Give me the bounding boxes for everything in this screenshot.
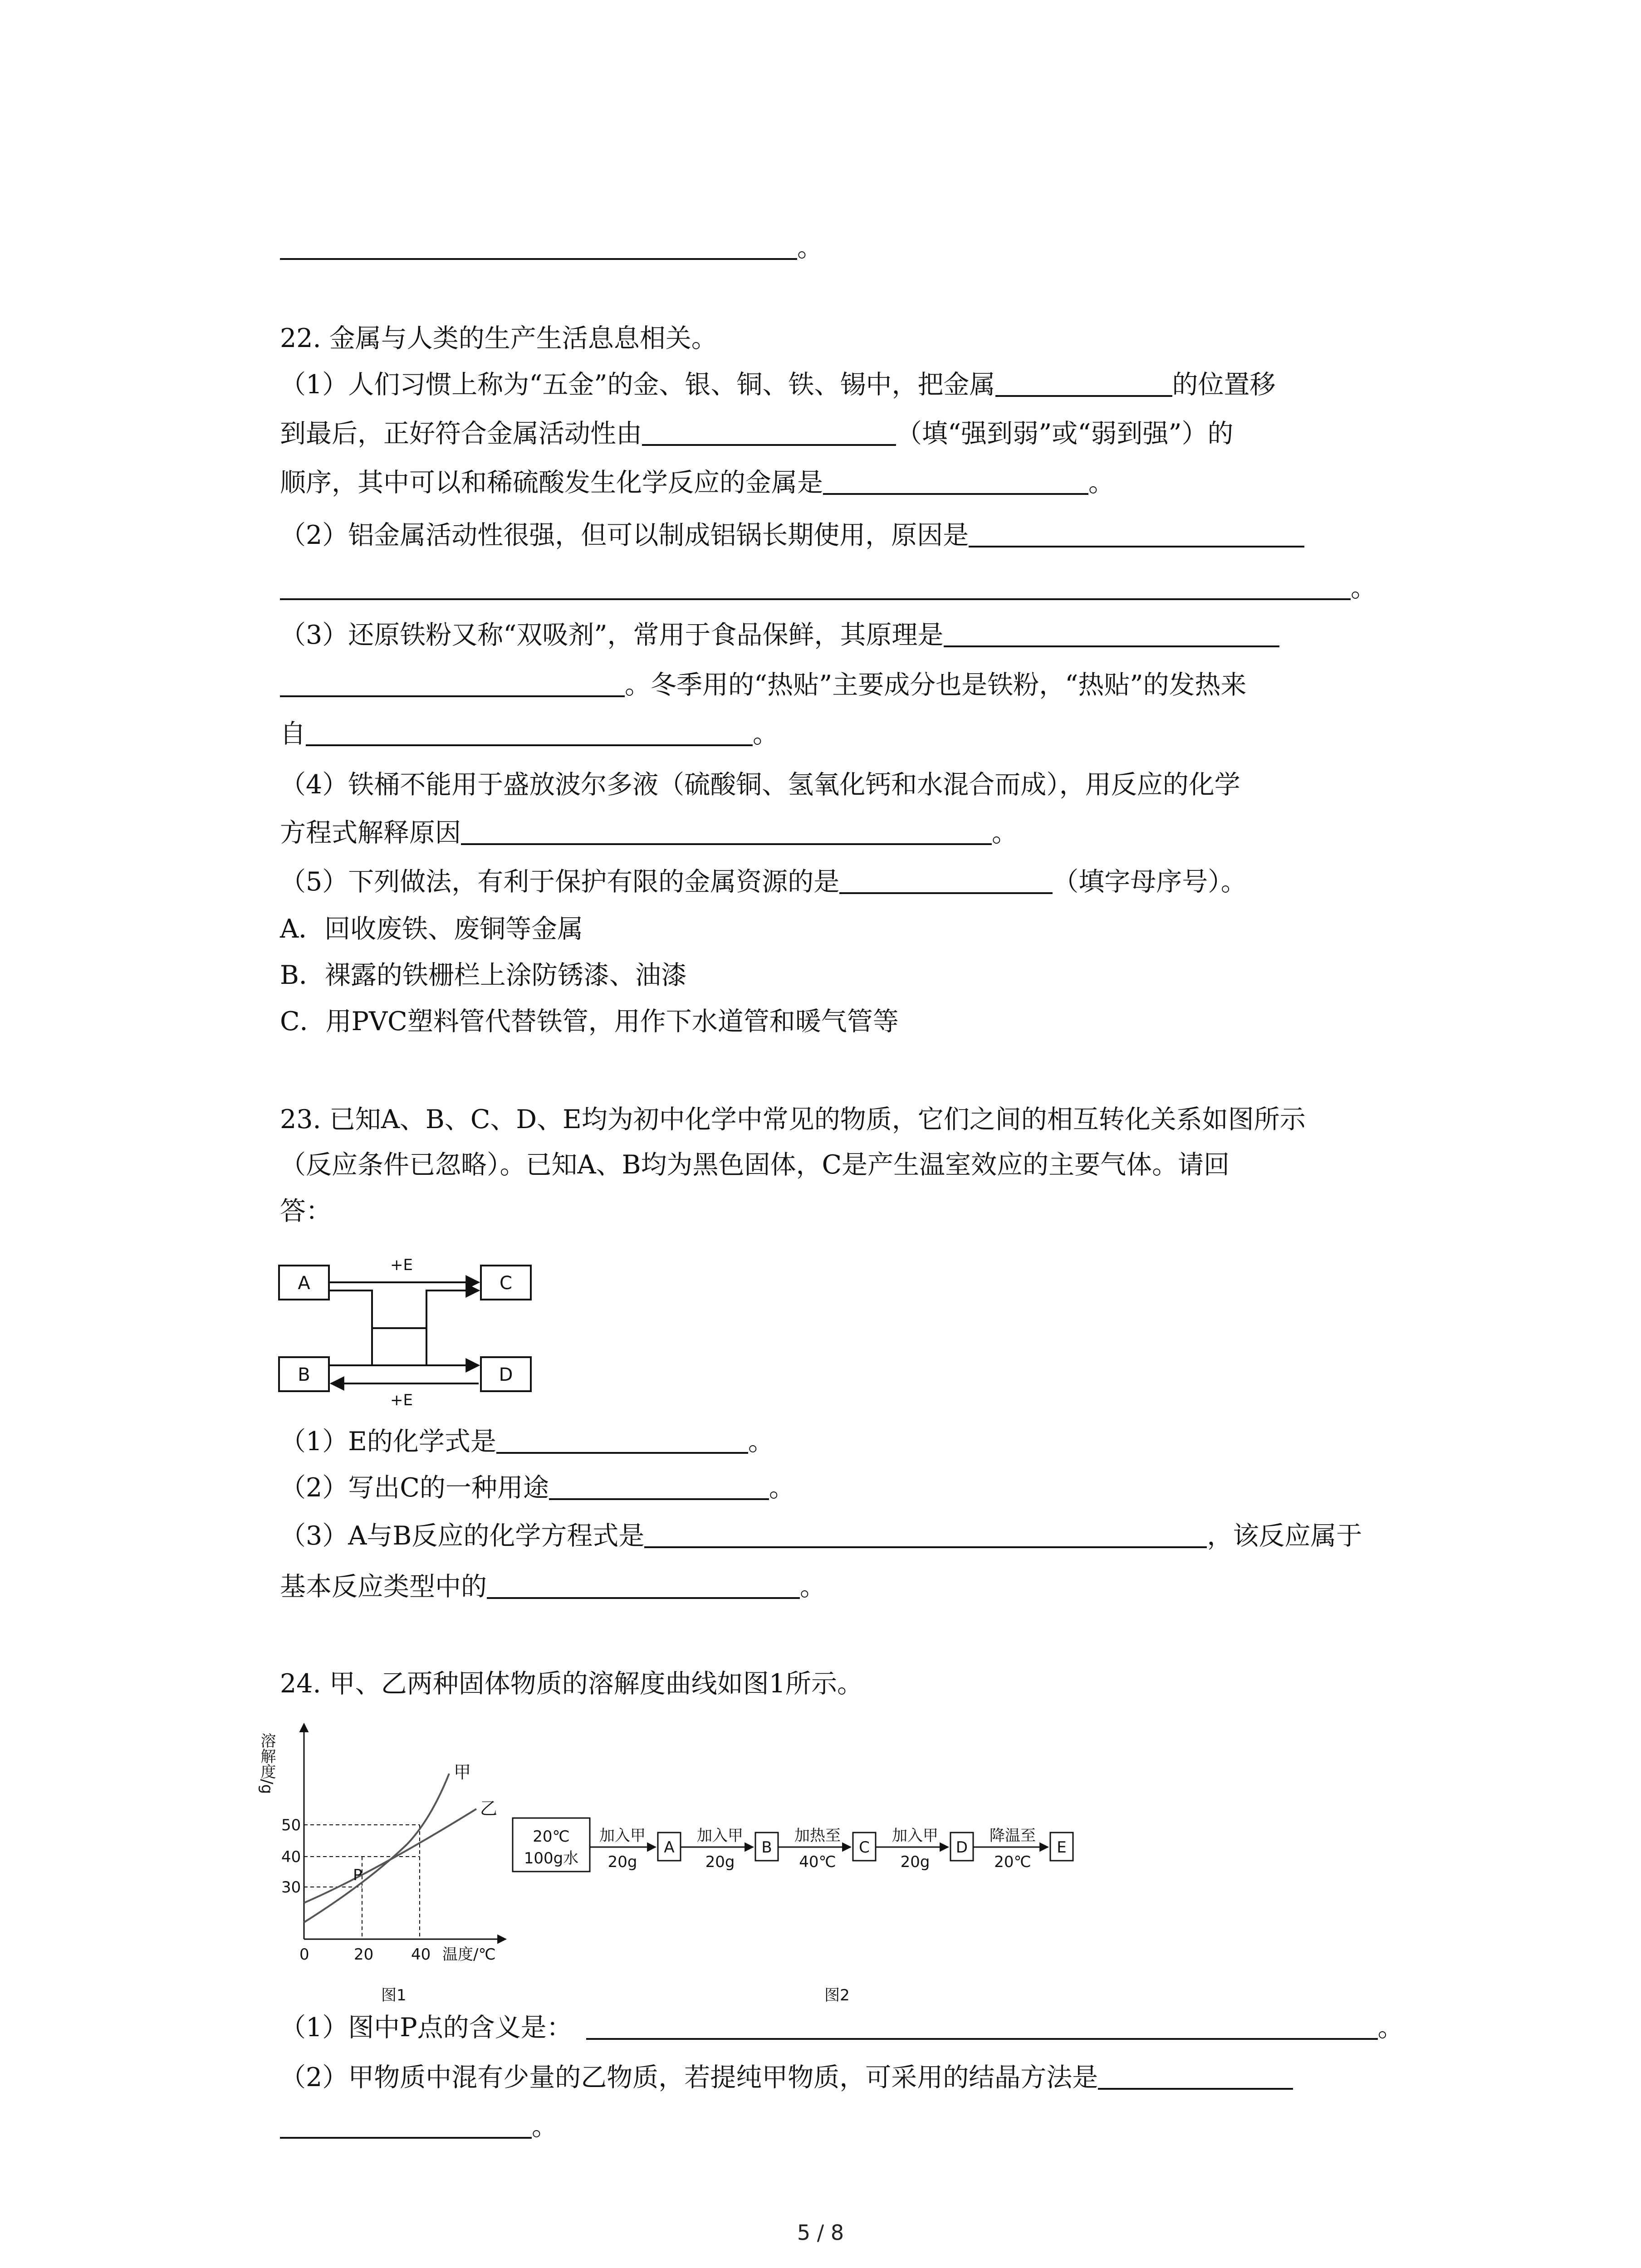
q24-figure2-process-flow bbox=[508, 1805, 1143, 2005]
fig1-label-jia: 甲 bbox=[454, 1762, 471, 1782]
q23-p2-blank[interactable] bbox=[549, 1470, 769, 1500]
q22-p3-line1: （3）还原铁粉又称“双吸剂”，常用于食品保鲜，其原理是 bbox=[280, 617, 1279, 653]
q24-p2-line2: 。 bbox=[280, 2108, 558, 2145]
q22-p3-line3: 自 。 bbox=[280, 716, 779, 752]
fig1-ytick-50: 50 bbox=[281, 1816, 301, 1834]
q22-p1-line2: 到最后，正好符合金属活动性由 （填“强到弱”或“弱到强”）的 bbox=[280, 415, 1234, 452]
fig1-xtick-20: 20 bbox=[354, 1945, 374, 1964]
q22-p4-blank[interactable] bbox=[461, 815, 992, 845]
q22-p5-line: （5）下列做法，有利于保护有限的金属资源的是 （填字母序号）。 bbox=[280, 864, 1247, 900]
q22-option-b: B．裸露的铁栅栏上涂防锈漆、油漆 bbox=[280, 960, 687, 990]
q23-stem-line2: （反应条件已忽略）。已知A、B均为黑色固体，C是产生温室效应的主要气体。请回 bbox=[280, 1150, 1230, 1180]
fig2-box-d-label: D bbox=[955, 1838, 968, 1857]
diagram-label-a: A bbox=[298, 1273, 310, 1294]
q23-p3-line1: （3）A与B反应的化学方程式是 ，该反应属于 bbox=[280, 1518, 1362, 1554]
fig1-label-yi: 乙 bbox=[480, 1799, 498, 1818]
q23-p3-blank1[interactable] bbox=[644, 1518, 1207, 1548]
fig2-step5-bottom: 20℃ bbox=[994, 1853, 1031, 1871]
fig1-ytick-30: 30 bbox=[281, 1878, 301, 1897]
fig2-step2-bottom: 20g bbox=[705, 1853, 735, 1871]
fig2-box-a-label: A bbox=[664, 1838, 675, 1857]
q22-p2-line2: 。 bbox=[280, 570, 1376, 606]
q22-p3-blank2[interactable] bbox=[280, 667, 625, 697]
q22-p1-line3: 顺序，其中可以和稀硫酸发生化学反应的金属是 。 bbox=[280, 464, 1114, 501]
fig2-box-c-label: C bbox=[859, 1838, 870, 1857]
q24-p2-line1: （2）甲物质中混有少量的乙物质，若提纯甲物质，可采用的结晶方法是 bbox=[280, 2059, 1293, 2096]
q22-p2-line1: （2）铝金属活动性很强，但可以制成铝锅长期使用，原因是 bbox=[280, 517, 1304, 553]
q22-p1-line1: （1）人们习惯上称为“五金”的金、银、铜、铁、锡中，把金属 的位置移 bbox=[280, 367, 1276, 403]
fig1-xtick-0: 0 bbox=[299, 1945, 309, 1964]
diagram-label-d: D bbox=[499, 1364, 513, 1385]
page-number: 5 / 8 bbox=[797, 2220, 844, 2245]
fig1-ytick-40: 40 bbox=[281, 1848, 301, 1866]
q22-stem: 22. 金属与人类的生产生活息息相关。 bbox=[280, 323, 717, 353]
q22-option-c: C．用PVC塑料管代替铁管，用作下水道管和暖气管等 bbox=[280, 1007, 899, 1036]
q22-p3-blank3[interactable] bbox=[306, 716, 753, 746]
fig1-xlabel: 温度/℃ bbox=[442, 1945, 496, 1964]
q24-p2-blank1[interactable] bbox=[1098, 2060, 1293, 2090]
fig1-curve-yi bbox=[304, 1809, 476, 1903]
diagram-label-b: B bbox=[298, 1364, 310, 1385]
fig2-step1-bottom: 20g bbox=[607, 1853, 637, 1871]
q23-stem-line3: 答： bbox=[280, 1196, 332, 1226]
q22-p5-blank[interactable] bbox=[839, 864, 1053, 894]
fig2-box-b-label: B bbox=[761, 1838, 772, 1857]
q23-relation-diagram bbox=[272, 1238, 554, 1411]
fig2-start-temp: 20℃ bbox=[533, 1828, 570, 1846]
q22-p3-line2: 。冬季用的“热贴”主要成分也是铁粉，“热贴”的发热来 bbox=[280, 667, 1247, 703]
q23-p3-blank2[interactable] bbox=[487, 1569, 800, 1599]
fig2-step4-bottom: 20g bbox=[900, 1853, 930, 1871]
q24-p1-blank[interactable] bbox=[586, 2010, 1378, 2040]
q22-p2-blank2[interactable] bbox=[280, 570, 1351, 600]
diagram-plus-e-top: +E bbox=[390, 1256, 413, 1274]
fig2-step3-top: 加热至 bbox=[794, 1827, 841, 1845]
diagram-label-c: C bbox=[500, 1273, 512, 1294]
fig1-point-p: P bbox=[353, 1866, 362, 1884]
q22-p1-blank1[interactable] bbox=[995, 367, 1172, 397]
q23-p1-blank[interactable] bbox=[496, 1424, 748, 1454]
q22-p2-blank1[interactable] bbox=[969, 518, 1304, 547]
fig2-step5-top: 降温至 bbox=[989, 1827, 1036, 1845]
q21-answer-blank[interactable] bbox=[280, 230, 797, 260]
fig2-step4-top: 加入甲 bbox=[892, 1827, 938, 1845]
fig2-step1-top: 加入甲 bbox=[599, 1827, 646, 1845]
q23-stem-line1: 23. 已知A、B、C、D、E均为初中化学中常见的物质，它们之间的相互转化关系如图所示 bbox=[280, 1105, 1306, 1134]
q24-stem: 24. 甲、乙两种固体物质的溶解度曲线如图1所示。 bbox=[280, 1669, 863, 1699]
q23-p2-line: （2）写出C的一种用途 。 bbox=[280, 1470, 795, 1506]
diagram-plus-e-bottom: +E bbox=[390, 1391, 413, 1409]
q24-p2-blank2[interactable] bbox=[280, 2109, 532, 2139]
fig2-box-e-label: E bbox=[1057, 1838, 1067, 1857]
q24-p1-line: （1）图中P点的含义是： 。 bbox=[280, 2009, 1404, 2046]
q22-p4-line2: 方程式解释原因 。 bbox=[280, 815, 1018, 851]
fig2-step3-bottom: 40℃ bbox=[799, 1853, 836, 1871]
fig2-caption: 图2 bbox=[824, 1986, 850, 2004]
q23-p1-line: （1）E的化学式是 。 bbox=[280, 1423, 774, 1460]
fig1-caption: 图1 bbox=[381, 1986, 407, 2004]
fig2-step2-top: 加入甲 bbox=[697, 1827, 743, 1845]
fig1-xtick-40: 40 bbox=[411, 1945, 431, 1964]
q22-p4-line1: （4）铁桶不能用于盛放波尔多液（硫酸铜、氢氧化钙和水混合而成），用反应的化学 bbox=[280, 770, 1240, 800]
q21-tail: 。 bbox=[280, 230, 823, 266]
q22-p3-blank1[interactable] bbox=[944, 617, 1279, 647]
q22-p1-blank2[interactable] bbox=[642, 416, 896, 446]
q22-p1-blank3[interactable] bbox=[823, 465, 1088, 495]
q22-option-a: A．回收废铁、废铜等金属 bbox=[280, 914, 583, 944]
fig1-ylabel: 溶解度/g bbox=[258, 1733, 276, 1794]
fig1-curve-jia bbox=[304, 1774, 449, 1922]
q23-p3-line2: 基本反应类型中的 。 bbox=[280, 1569, 826, 1605]
fig2-start-water: 100g水 bbox=[524, 1849, 579, 1867]
